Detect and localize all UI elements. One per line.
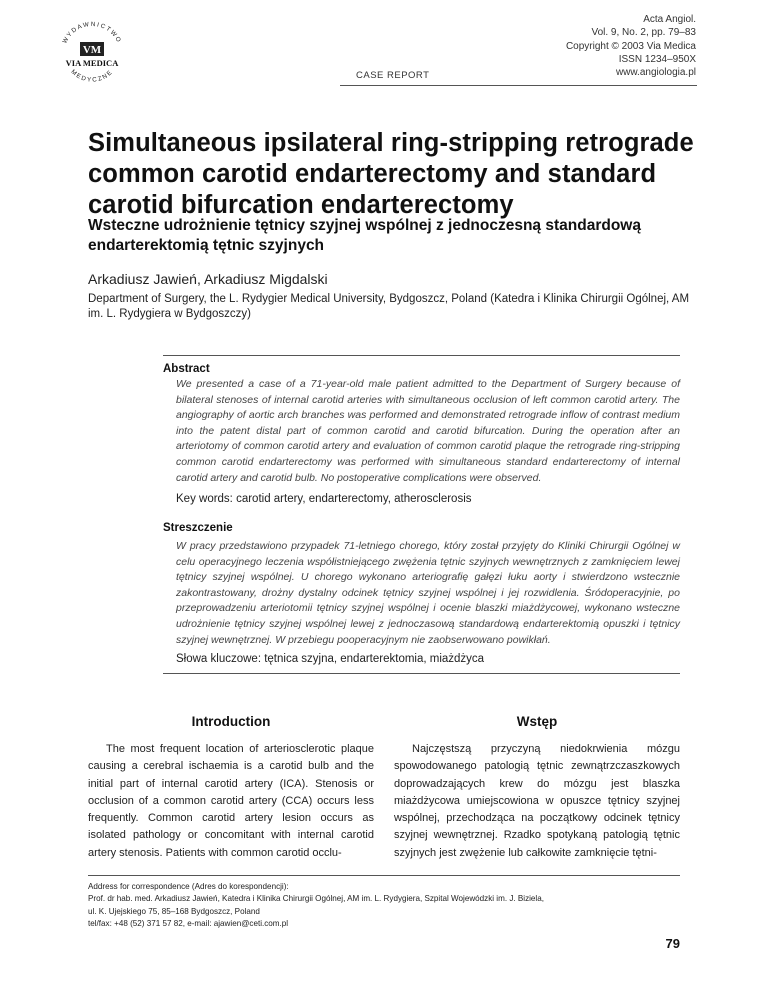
journal-info-line: ISSN 1234–950X <box>618 53 696 65</box>
abstract-text: We presented a case of a 71-year-old male patient admitted to the Department of Surgery because of bilateral stenoses of internal carotid arteries with simultaneous occlusion of left common carotid artery. The angiography of aortic arch branches was performed and demonstrated retrograde inflow of contrast medium into the patent distal part of common carotid and carotid bifurcation. During the operation after an arteriotomy of common carotid artery and evaluation of common carotid plaque the retrograde ring-stripping common carotid endarterectomy was performed with simultaneous standard endarterectomy of internal carotid artery and carotid bulb. No postoperative complications were observed. <box>176 378 680 484</box>
article-title: Simultaneous ipsilateral ring-stripping retrograde common carotid endarterectomy and standard carotid bifurcation endarterectomy <box>88 129 694 219</box>
header-divider <box>340 85 697 86</box>
address-line: Prof. dr hab. med. Arkadiusz Jawień, Katedra i Klinika Chirurgii Ogólnej, AM im. L. Rydygiera, Szpital Wojewódzki im. J. Biziela, <box>88 894 544 904</box>
logo-monogram: VM <box>82 44 102 56</box>
publisher-logo <box>44 14 140 86</box>
introduction-text: The most frequent location of arteriosclerotic plaque causing a cerebral ischaemia is a carotid bulb and the initial part of internal carotid artery (ICA). Stenosis or occlusion of a common carotid artery (CCA) occurs less frequently. Common carotid artery lesion occurs as isolated pathology or concomitant with internal carotid artery stenosis. Patients with common carotid occlu- <box>88 743 374 859</box>
abstract-heading: Abstract <box>163 363 210 375</box>
address-contact: tel/fax: +48 (52) 371 57 82, e-mail: ajawien@ceti.com.pl <box>88 918 289 928</box>
streszczenie-text: W pracy przedstawiono przypadek 71-letniego chorego, który został przyjęty do Kliniki Chirurgii Ogólnej w celu operacyjnego leczenia współistniejącego zwężenia tętnic szyjnych wewnętrznych z zamknięciem lewej tętnicy szyjnej wspólnej. U chorego wykonano arteriografię gałęzi łuku aorty i stwierdzono wstecznie zakontrastowany, drożny dystalny odcinek tętnicy szyjnej wspólnej i jej rozwidlenia. Śródoperacyjnie, po przeprowadzeniu arteriotomii tętnicy szyjnej wspólnej i ocenie blaszki miażdżycowej, wykonano wsteczne udrożnienie tętnicy szyjnej wspólnej lewej z jednoczasową standardową endarterektomią opuszki i tętnicy szyjnej wewnętrznej. W przebiegu pooperacyjnym nie zaobserwowano powikłań. <box>176 540 680 646</box>
wstep-text: Najczęstszą przyczyną niedokrwienia mózgu spowodowanego patologią tętnic zewnątrzczaszkowych doprowadzających krew do mózgu jest blaszka miażdżycowa umiejscowiona w opuszce tętnicy szyjnej wspólnej, przechodząca na początkowy odcinek tętnicy szyjnej wewnętrznej. Rzadko spotykaną patologią tętnic szyjnych jest zwężenie lub całkowite zamknięcie tętni- <box>394 743 680 859</box>
abstract-top-divider <box>163 355 680 356</box>
introduction-heading: Introduction <box>191 714 271 729</box>
logo-ring-top-text: WYDAWNICTWO <box>61 20 123 45</box>
logo-ring-bottom-text: MEDYCZNE <box>69 68 115 84</box>
address-line: ul. K. Ujejskiego 75, 85–168 Bydgoszcz, Poland <box>88 906 260 916</box>
via-medica-logo-graphic <box>44 14 140 86</box>
logo-wordmark: VIA MEDICA <box>65 58 119 68</box>
footer-divider <box>88 875 680 876</box>
article-type-label: CASE REPORT <box>356 70 430 81</box>
wstep-heading: Wstęp <box>516 714 558 729</box>
address-label: Address for correspondence (Adres do korespondencji): <box>88 882 289 891</box>
journal-info-line: Copyright © 2003 Via Medica <box>565 40 696 52</box>
abstract-bottom-divider <box>163 673 680 674</box>
abstract-keywords: Key words: carotid artery, endarterectomy, atherosclerosis <box>176 493 472 505</box>
article-authors: Arkadiusz Jawień, Arkadiusz Migdalski <box>88 271 328 287</box>
correspondence-address <box>88 881 688 930</box>
journal-info-line: Vol. 9, No. 2, pp. 79–83 <box>591 27 696 39</box>
journal-info <box>566 13 696 79</box>
journal-website: www.angiologia.pl <box>615 67 696 79</box>
article-affiliation: Department of Surgery, the L. Rydygier Medical University, Bydgoszcz, Poland (Katedra i Klinika Chirurgii Ogólnej, AM im. L. Rydygiera w Bydgoszczy) <box>88 293 690 320</box>
journal-info-line: Acta Angiol. <box>643 14 696 25</box>
page-number: 79 <box>665 936 680 951</box>
streszczenie-heading: Streszczenie <box>163 522 233 534</box>
streszczenie-keywords: Słowa kluczowe: tętnica szyjna, endarterektomia, miażdżyca <box>176 653 485 665</box>
article-subtitle: Wsteczne udrożnienie tętnicy szyjnej wspólnej z jednoczesną standardową endarterektomią tętnic szyjnych <box>88 217 641 254</box>
